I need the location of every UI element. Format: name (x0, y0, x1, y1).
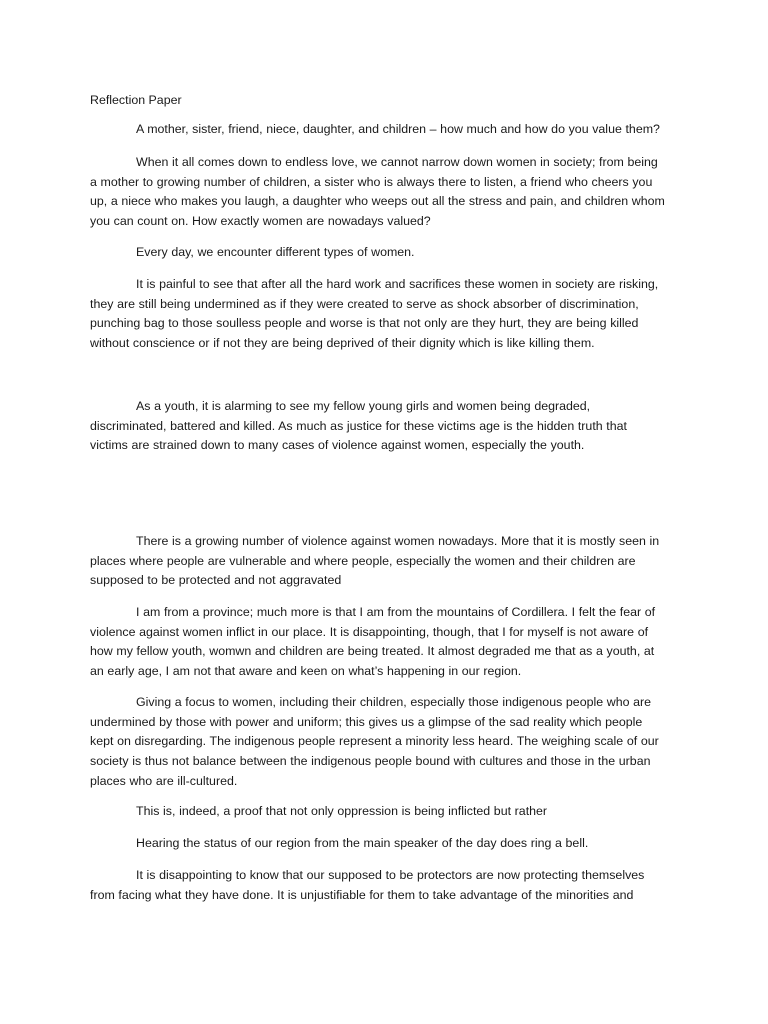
paragraph-endless-love: When it all comes down to endless love, we cannot narrow down women in society; from being a mother to growing number of children, a sister who is always there to listen, a friend who cheers you up, a niece who makes you laugh, a daughter who weeps out all the stress and pain, and children whom you can count on. How exactly women are nowadays valued? (90, 155, 665, 229)
paragraph-indigenous: Giving a focus to women, including their children, especially those indigenous people who are undermined by those with power and uniform; this gives us a glimpse of the sad reality which people kept on disregarding. The indigenous people represent a minority less heard. The weighing scale of our society is thus not balance between the indigenous people bound with cultures and those in the urban places who are ill-cultured. (90, 695, 659, 788)
paragraph-intro-question: A mother, sister, friend, niece, daughter, and children – how much and how do you value them? (136, 122, 660, 136)
document-title: Reflection Paper (90, 93, 182, 107)
paragraph-hearing-status: Hearing the status of our region from the main speaker of the day does ring a bell. (136, 836, 589, 850)
paragraph-youth-alarming: As a youth, it is alarming to see my fellow young girls and women being degraded, discriminated, battered and killed. As much as justice for these victims age is the hidden truth that victims are strained down to many cases of violence against women, especially the youth. (90, 399, 627, 453)
paragraph-growing-violence: There is a growing number of violence against women nowadays. More that it is mostly seen in places where people are vulnerable and where people, especially the women and their children are supposed to be protected and not aggravated (90, 534, 660, 588)
paragraph-protectors: It is disappointing to know that our supposed to be protectors are now protecting themselves from facing what they have done. It is unjustifiable for them to take advantage of the minorities and (90, 868, 645, 902)
paragraph-every-day: Every day, we encounter different types of women. (136, 245, 415, 259)
paragraph-painful: It is painful to see that after all the hard work and sacrifices these women in society are risking, they are still being undermined as if they were created to serve as shock absorber of discrimination, punching bag to those soulless people and worse is that not only are they hurt, they are being killed without conscience or if not they are being deprived of their dignity which is like killing them. (90, 277, 659, 351)
paragraph-proof-oppression: This is, indeed, a proof that not only oppression is being inflicted but rather (136, 804, 548, 818)
paragraph-cordillera: I am from a province; much more is that I am from the mountains of Cordillera. I felt the fear of violence against women inflict in our place. It is disappointing, though, that I for myself is not aware of how my fellow youth, womwn and children are being treated. It almost degraded me that as a youth, at an early age, I am not that aware and keen on what’s happening in our region. (90, 605, 656, 679)
